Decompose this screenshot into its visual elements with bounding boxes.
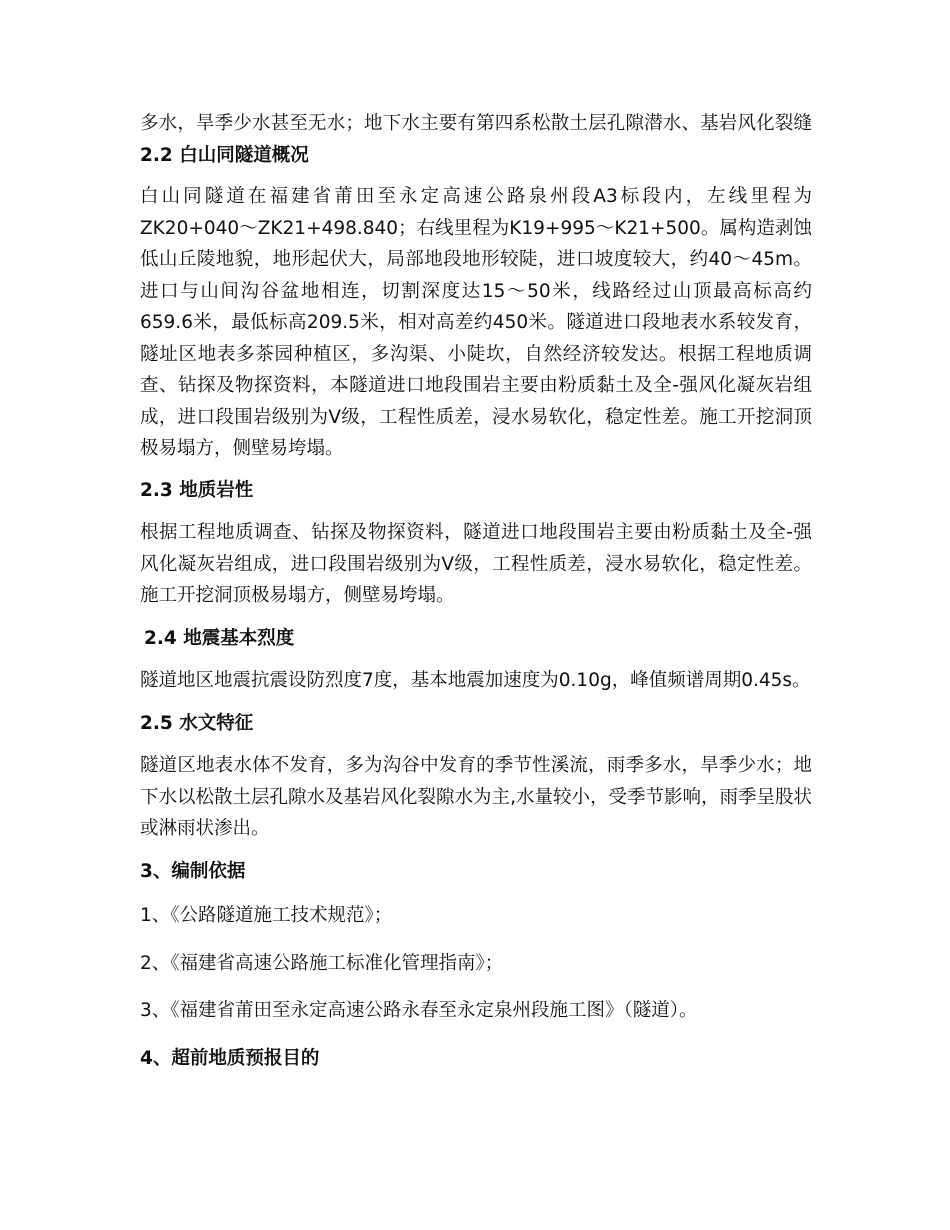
paragraph-hydrology: 隧道区地表水体不发育，多为沟谷中发育的季节性溪流，雨季多水，旱季少水；地下水以松散土层孔隙水及基岩风化裂隙水为主,水量较小，受季节影响，雨季呈股状或淋雨状渗出。 [140, 755, 812, 839]
document-page [140, 108, 812, 1074]
paragraph-tunnel-overview: 白山同隧道在福建省莆田至永定高速公路泉州段A3标段内，左线里程为ZK20+040～ZK21+498.840；右线里程为K19+995～K21+500。属构造剥蚀低山丘陵地貌，地形起伏大，局部地段地形较陡，进口坡度较大，约40～45m。进口与山间沟谷盆地相连，切割深度达15～50米，线路经过山顶最高标高约659.6米，最低标高209.5米，相对高差约450米。隧道进口段地表水系较发育，隧址区地表多茶园种植区，多沟渠、小陡坎，自然经济较发达。根据工程地质调查、钻探及物探资料，本隧道进口地段围岩主要由粉质黏土及全-强风化凝灰岩组成，进口段围岩级别为Ⅴ级，工程性质差，浸水易软化，稳定性差。施工开挖洞顶极易塌方，侧壁易垮塌。 [140, 186, 812, 459]
paragraph-seismic: 隧道地区地震抗震设防烈度7度，基本地震加速度为0.10g，峰值频谱周期0.45s。 [140, 670, 811, 691]
paragraph-geology-continued [140, 108, 812, 171]
section-heading-4: 4、超前地质预报目的 [140, 1047, 320, 1069]
paragraph-lithology: 根据工程地质调查、钻探及物探资料，隧道进口地段围岩主要由粉质黏土及全-强风化凝灰岩组成，进口段围岩级别为Ⅴ级，工程性质差，浸水易软化，稳定性差。施工开挖洞顶极易塌方，侧壁易垮塌。 [140, 522, 812, 606]
section-heading-3: 3、编制依据 [140, 860, 246, 882]
list-item-reference-2: 2、《福建省高速公路施工标准化管理指南》； [140, 952, 504, 974]
section-heading-2-4: 2.4 地震基本烈度 [144, 627, 295, 649]
section-heading-2-2: 2.2 白山同隧道概况 [140, 144, 309, 166]
section-heading-2-3: 2.3 地质岩性 [140, 479, 254, 501]
paragraph-text: 多水，旱季少水甚至无水；地下水主要有第四系松散土层孔隙潜水、基岩风化裂缝 [140, 113, 812, 134]
list-item-reference-3: 3、《福建省莆田至永定高速公路永春至永定泉州段施工图》（隧道）。 [140, 1000, 698, 1021]
list-item-reference-1: 1、《公路隧道施工技术规范》； [140, 905, 393, 926]
section-heading-2-5: 2.5 水文特征 [140, 712, 254, 734]
